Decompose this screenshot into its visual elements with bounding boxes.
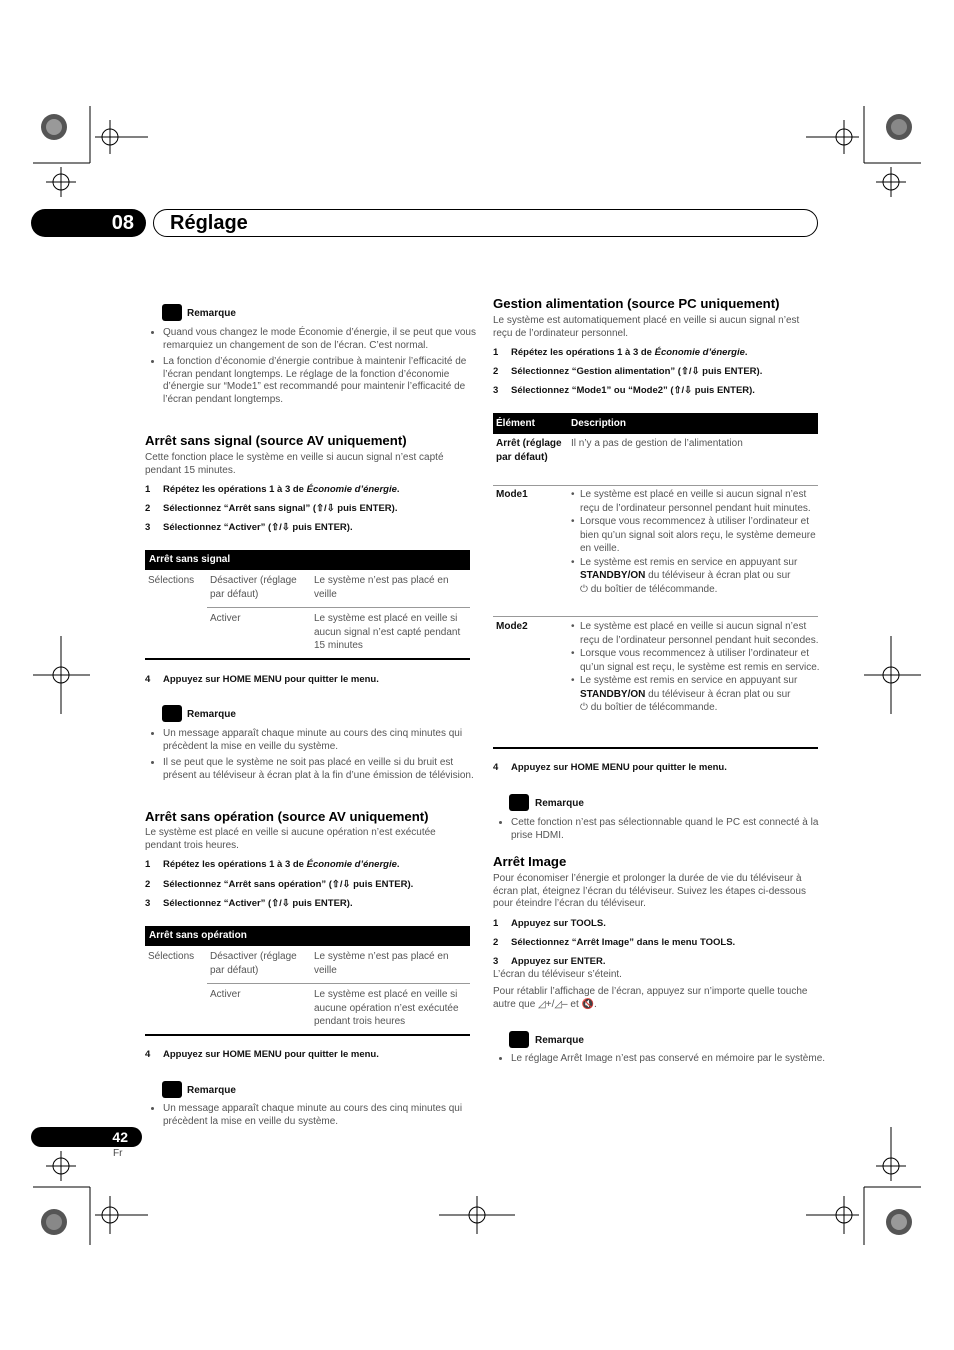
language-code: Fr (113, 1148, 123, 1159)
note-heading: Remarque (187, 1085, 236, 1096)
step: 3 Sélectionnez “Mode1” ou “Mode2” (⇧/⇩ puis ENTER). (493, 385, 755, 396)
chapter-number: 08 (31, 209, 146, 237)
note-list (145, 1103, 488, 1132)
list-item: • Un message apparaît chaque minute au cours des cinq minutes qui précèdent la mise en veille du système. (163, 1103, 488, 1128)
column-header: Élément (496, 418, 535, 429)
step: 2 Sélectionnez “Gestion alimentation” (⇧/⇩ puis ENTER). (493, 366, 763, 377)
row-label: Sélections (148, 951, 195, 962)
list-item: • Le système est placé en veille si aucun signal n’est reçu de l’ordinateur personnel pendant huit secondes. (580, 620, 822, 647)
section-description: Le système est placé en veille si aucune opération n’est exécutée pendant trois heures. (145, 827, 436, 851)
table-header: Arrêt sans signal (145, 550, 470, 570)
column-header: Description (571, 418, 627, 429)
option-description: Le système est placé en veille si aucune opération n’est exécutée pendant trois heures (314, 989, 459, 1027)
divider (145, 658, 470, 660)
page-number: 42 (31, 1127, 142, 1147)
divider (493, 485, 818, 486)
page-title: Réglage (170, 212, 248, 234)
step: 3 Sélectionnez “Activer” (⇧/⇩ puis ENTER). (145, 522, 353, 533)
list-item: • Lorsque vous recommencez à utiliser l’ordinateur et bien qu’un signal soit alors reçu, le système demeure en veille. (580, 515, 822, 556)
note-icon (509, 794, 529, 811)
note-heading: Remarque (187, 308, 236, 319)
section-heading: Gestion alimentation (source PC uniquement) (493, 296, 780, 311)
section-description: Le système est automatiquement placé en veille si aucun signal n’est reçu de l’ordinateur personnel. (493, 315, 800, 339)
power-icon: ⏻ (580, 702, 588, 713)
option-label: Désactiver (réglage par défaut) (210, 951, 297, 976)
table-header (493, 413, 818, 434)
list-item: • Un message apparaît chaque minute au cours des cinq minutes qui précèdent la mise en veille du système. (163, 728, 488, 753)
row-description-list (571, 620, 822, 715)
section-description: Pour économiser l’énergie et prolonger la durée de vie du téléviseur à écran plat, éteignez l’écran du téléviseur. Suivez les étapes ci-dessous pour éteindre l’écran du téléviseur. (493, 873, 806, 910)
step: 3 Sélectionnez “Activer” (⇧/⇩ puis ENTER). (145, 898, 353, 909)
divider (207, 607, 470, 608)
step: 1 Répétez les opérations 1 à 3 de Économie d’énergie. (145, 484, 400, 495)
list-item: • Le réglage Arrêt Image n’est pas conservé en mémoire par le système. (511, 1053, 833, 1066)
note-heading: Remarque (535, 798, 584, 809)
option-label: Activer (210, 989, 241, 1000)
step: 4 Appuyez sur HOME MENU pour quitter le menu. (493, 762, 727, 773)
step-result: Pour rétablir l’affichage de l’écran, appuyez sur n’importe quelle touche autre que ◿+/◿– et 🔇. (493, 986, 808, 1010)
table-header: Arrêt sans opération (145, 926, 470, 946)
list-item: • Le système est placé en veille si aucun signal n’est reçu de l’ordinateur personnel pendant huit minutes. (580, 488, 822, 515)
divider (493, 747, 818, 749)
step: 3 Appuyez sur ENTER. (493, 956, 606, 967)
list-item: • Cette fonction n’est pas sélectionnable quand le PC est connecté à la prise HDMI. (511, 817, 833, 842)
section-heading: Arrêt Image (493, 854, 567, 869)
section-heading: Arrêt sans opération (source AV uniquement) (145, 809, 429, 824)
title-frame (153, 209, 818, 237)
section-heading: Arrêt sans signal (source AV uniquement) (145, 433, 407, 448)
list-item: • Quand vous changez le mode Économie d’énergie, il se peut que vous remarquiez un changement de son de l’écran. C’est normal. (163, 327, 486, 352)
divider (493, 616, 818, 617)
note-heading: Remarque (535, 1035, 584, 1046)
step: 2 Sélectionnez “Arrêt sans opération” (⇧/⇩ puis ENTER). (145, 879, 414, 890)
list-item: • Le système est remis en service en appuyant sur STANDBY/ON du téléviseur à écran plat ou sur ⏻ du boîtier de télécommande. (580, 556, 822, 597)
divider (145, 1034, 470, 1036)
step: 4 Appuyez sur HOME MENU pour quitter le menu. (145, 674, 379, 685)
list-item: • Le système est remis en service en appuyant sur STANDBY/ON du téléviseur à écran plat ou sur ⏻ du boîtier de télécommande. (580, 674, 822, 715)
note-list (493, 817, 833, 846)
row-label: Sélections (148, 575, 195, 586)
divider (207, 983, 470, 984)
list-item: • Lorsque vous recommencez à utiliser l’ordinateur et qu’un signal est reçu, le système est remis en service. (580, 647, 822, 674)
power-icon: ⏻ (580, 583, 588, 595)
row-label: Mode2 (496, 621, 528, 632)
mute-icon: 🔇 (581, 998, 594, 1010)
row-label: Mode1 (496, 489, 528, 500)
step: 2 Sélectionnez “Arrêt Image” dans le menu TOOLS. (493, 937, 736, 948)
note-icon (162, 1081, 182, 1098)
row-label: Arrêt (réglage par défaut) (496, 438, 562, 463)
volume-down-icon: ◿– (554, 998, 568, 1010)
step: 4 Appuyez sur HOME MENU pour quitter le menu. (145, 1049, 379, 1060)
note-list (145, 327, 486, 411)
note-heading: Remarque (187, 709, 236, 720)
step: 1 Répétez les opérations 1 à 3 de Économie d’énergie. (493, 347, 748, 358)
option-label: Désactiver (réglage par défaut) (210, 575, 297, 600)
option-description: Le système n’est pas placé en veille (314, 951, 449, 976)
section-description: Cette fonction place le système en veille si aucun signal n’est capté pendant 15 minutes. (145, 452, 444, 476)
row-description-list (571, 488, 822, 596)
step-result: L’écran du téléviseur s’éteint. (493, 969, 622, 980)
list-item: • La fonction d’économie d’énergie contribue à maintenir l’efficacité de l’écran pendant longtemps. Le réglage de la fonction d’économie d’énergie sur “Mode1” est recommandé pour maintenir l’efficacité de l’écran pendant longtemps. (163, 356, 486, 406)
step: 1 Appuyez sur TOOLS. (493, 918, 606, 929)
option-label: Activer (210, 613, 241, 624)
note-icon (162, 705, 182, 722)
note-list (145, 728, 488, 786)
option-description: Le système n’est pas placé en veille (314, 575, 449, 600)
step: 2 Sélectionnez “Arrêt sans signal” (⇧/⇩ puis ENTER). (145, 503, 398, 514)
volume-up-icon: ◿+ (538, 998, 552, 1010)
step: 1 Répétez les opérations 1 à 3 de Économie d’énergie. (145, 859, 400, 870)
list-item: • Il se peut que le système ne soit pas placé en veille si du bruit est présent au téléviseur à écran plat à la fin d’une émission de télévision. (163, 757, 488, 782)
row-description: Il n’y a pas de gestion de l’alimentation (571, 438, 743, 449)
note-list (493, 1053, 833, 1070)
note-icon (509, 1031, 529, 1048)
note-icon (162, 304, 182, 321)
option-description: Le système est placé en veille si aucun signal n’est capté pendant 15 minutes (314, 613, 461, 651)
